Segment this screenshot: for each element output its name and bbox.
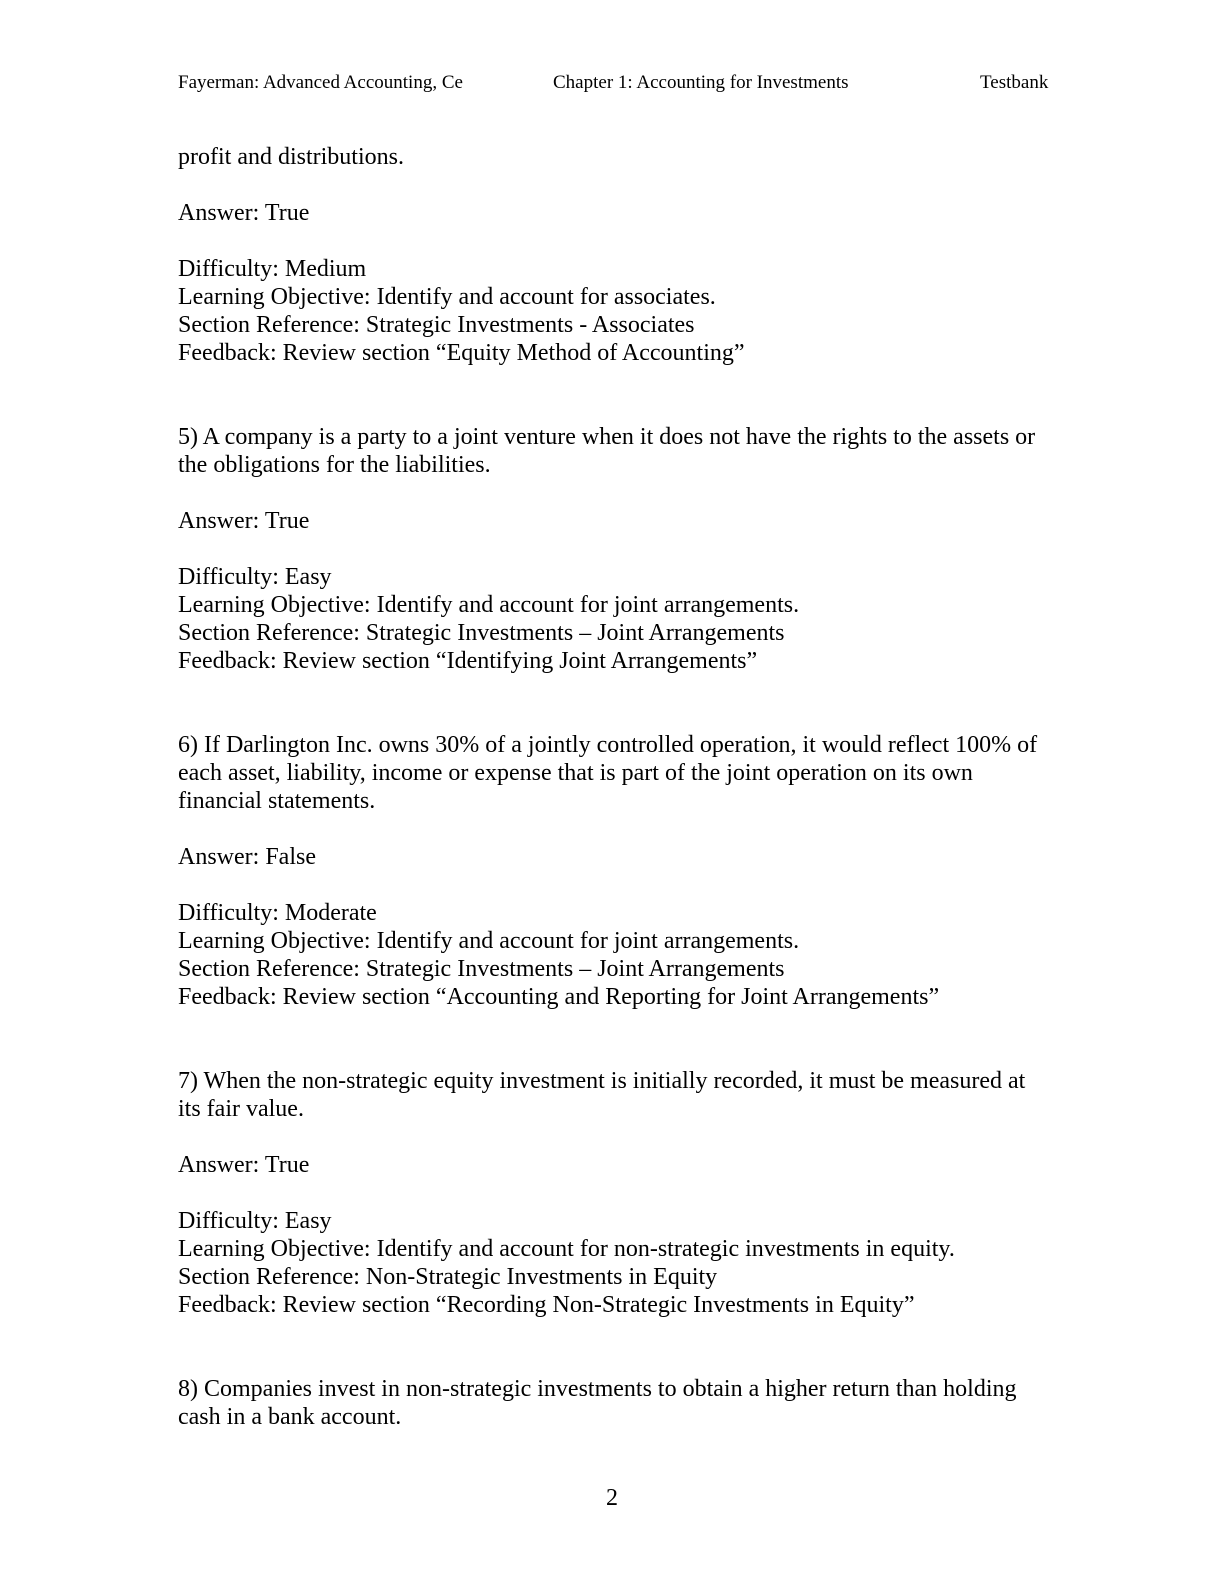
page-number: 2 — [606, 1485, 618, 1511]
feedback-line: Feedback: Review section “Accounting and Reporting for Joint Arrangements” — [178, 984, 940, 1010]
header-testbank-label: Testbank — [980, 72, 1049, 93]
text-line: its fair value. — [178, 1096, 304, 1122]
text-line: Answer: True — [178, 200, 310, 226]
text-line: Answer: True — [178, 1152, 310, 1178]
answer-4 — [178, 199, 1058, 227]
section-reference-line: Section Reference: Non-Strategic Investments in Equity — [178, 1264, 718, 1290]
text-line: Answer: True — [178, 508, 310, 534]
header-book-title: Fayerman: Advanced Accounting, Ce — [178, 72, 463, 93]
section-reference-line: Section Reference: Strategic Investments – Joint Arrangements — [178, 956, 785, 982]
text-line: 7) When the non-strategic equity investment is initially recorded, it must be measured at — [178, 1068, 1026, 1094]
difficulty-line: Difficulty: Easy — [178, 564, 332, 590]
page-footer — [0, 1484, 1224, 1512]
learning-objective-line: Learning Objective: Identify and account for non-strategic investments in equity. — [178, 1236, 955, 1262]
meta-7 — [178, 1207, 1058, 1319]
answer-6 — [178, 843, 1058, 871]
learning-objective-line: Learning Objective: Identify and account for associates. — [178, 284, 716, 310]
feedback-line: Feedback: Review section “Recording Non-Strategic Investments in Equity” — [178, 1292, 915, 1318]
meta-4 — [178, 255, 1058, 367]
difficulty-line: Difficulty: Medium — [178, 256, 367, 282]
answer-7 — [178, 1151, 1058, 1179]
question-5 — [178, 423, 1058, 479]
text-line: the obligations for the liabilities. — [178, 452, 491, 478]
meta-6 — [178, 899, 1058, 1011]
answer-5 — [178, 507, 1058, 535]
text-line: cash in a bank account. — [178, 1404, 402, 1430]
difficulty-line: Difficulty: Moderate — [178, 900, 377, 926]
text-line: 8) Companies invest in non-strategic investments to obtain a higher return than holding — [178, 1376, 1017, 1402]
text-line: Answer: False — [178, 844, 316, 870]
question-8 — [178, 1375, 1058, 1431]
feedback-line: Feedback: Review section “Equity Method of Accounting” — [178, 340, 745, 366]
text-line: financial statements. — [178, 788, 376, 814]
question-4-continuation — [178, 143, 1058, 171]
question-6 — [178, 731, 1058, 815]
text-line: profit and distributions. — [178, 144, 404, 170]
section-reference-line: Section Reference: Strategic Investments – Joint Arrangements — [178, 620, 785, 646]
feedback-line: Feedback: Review section “Identifying Joint Arrangements” — [178, 648, 758, 674]
question-7 — [178, 1067, 1058, 1123]
section-reference-line: Section Reference: Strategic Investments - Associates — [178, 312, 695, 338]
text-line: each asset, liability, income or expense that is part of the joint operation on its own — [178, 760, 973, 786]
learning-objective-line: Learning Objective: Identify and account for joint arrangements. — [178, 928, 800, 954]
difficulty-line: Difficulty: Easy — [178, 1208, 332, 1234]
text-line: 5) A company is a party to a joint venture when it does not have the rights to the assets or — [178, 424, 1036, 450]
meta-5 — [178, 563, 1058, 675]
page-header — [0, 71, 1224, 95]
document-body — [178, 143, 1058, 1431]
header-chapter-title: Chapter 1: Accounting for Investments — [553, 72, 849, 93]
text-line: 6) If Darlington Inc. owns 30% of a jointly controlled operation, it would reflect 100% of — [178, 732, 1038, 758]
learning-objective-line: Learning Objective: Identify and account for joint arrangements. — [178, 592, 800, 618]
